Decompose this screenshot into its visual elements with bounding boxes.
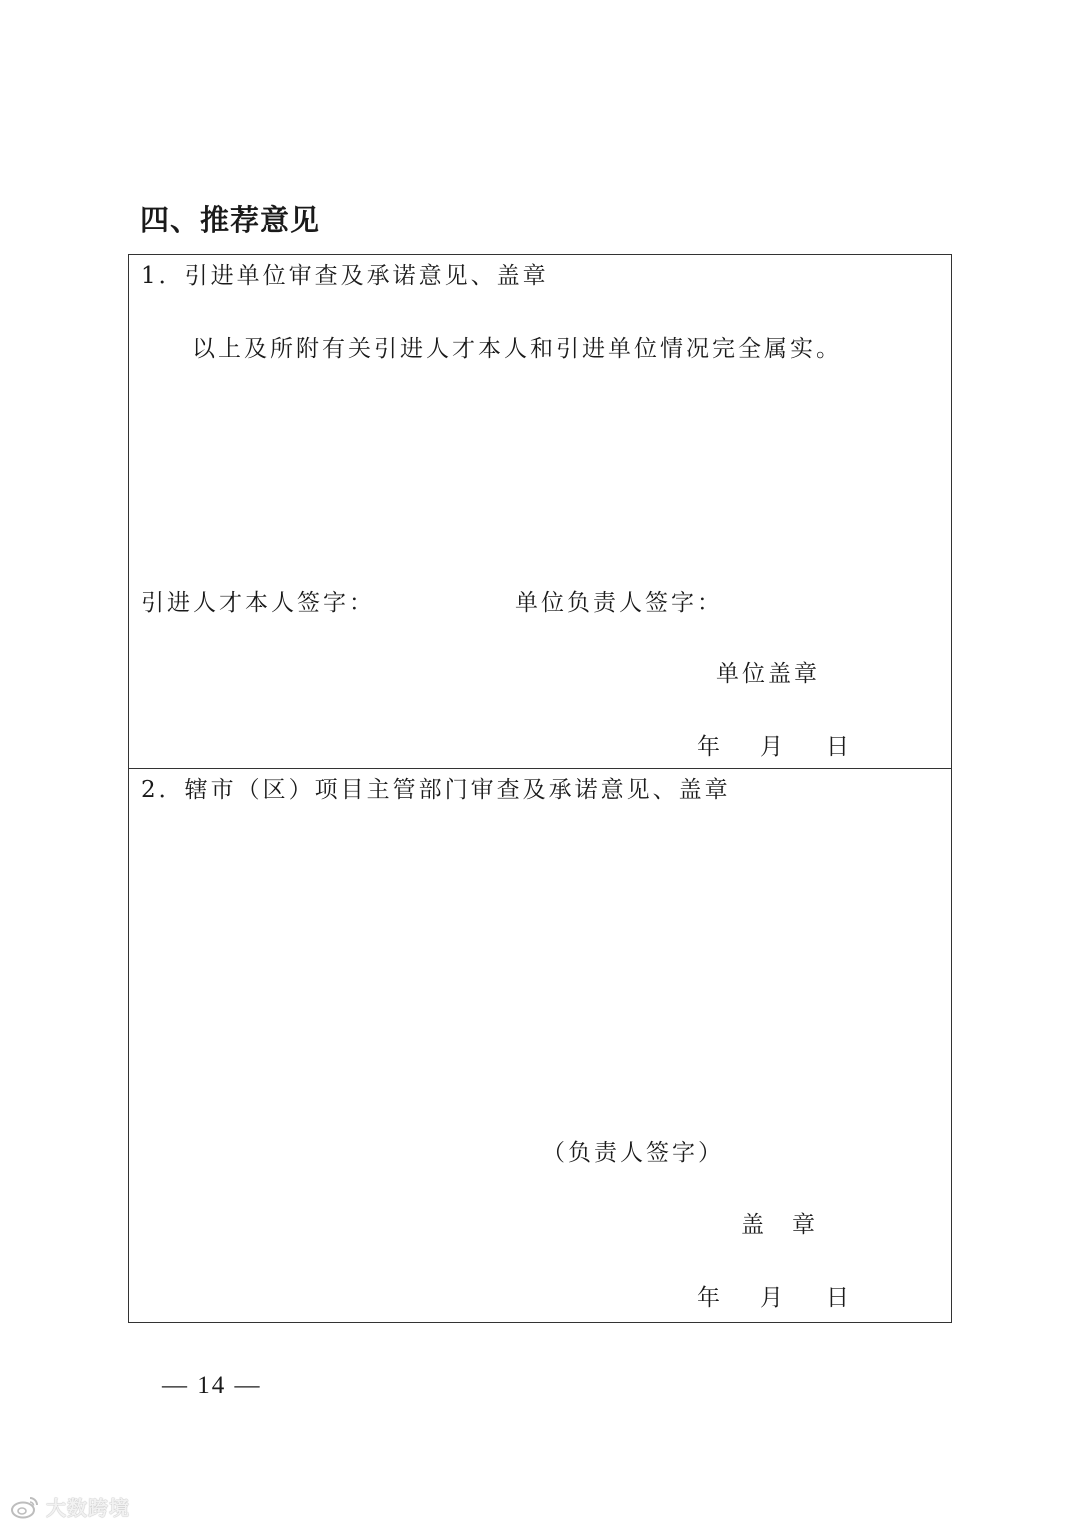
talent-signature-label: 引进人才本人签字：	[141, 590, 375, 616]
page-number: — 14 —	[162, 1372, 262, 1399]
section1-date-day: 日	[826, 734, 852, 760]
section2-seal-char-1: 盖	[741, 1212, 767, 1238]
section1-statement: 以上及所附有关引进人才本人和引进单位情况完全属实。	[192, 336, 842, 362]
unit-seal-label: 单位盖章	[716, 661, 820, 687]
section1-title: 1．引进单位审查及承诺意见、盖章	[141, 263, 549, 289]
section-divider	[129, 768, 951, 769]
section-heading: 四、推荐意见	[140, 203, 321, 237]
section2-seal-char-2: 章	[792, 1212, 818, 1238]
section2-title: 2．辖市（区）项目主管部门审查及承诺意见、盖章	[141, 777, 731, 803]
section2-date-month: 月	[760, 1285, 786, 1311]
watermark	[10, 1492, 130, 1521]
watermark-text: 大数跨境	[46, 1496, 130, 1520]
head-signature-label: （负责人签字）	[542, 1140, 724, 1166]
recommendation-form-table	[128, 254, 952, 1323]
section2-date-year: 年	[697, 1285, 723, 1311]
section1-date-year: 年	[697, 734, 723, 760]
unit-head-signature-label: 单位负责人签字：	[515, 590, 723, 616]
section1-date-month: 月	[760, 734, 786, 760]
section2-date-day: 日	[826, 1285, 852, 1311]
weibo-logo-icon	[10, 1495, 40, 1519]
